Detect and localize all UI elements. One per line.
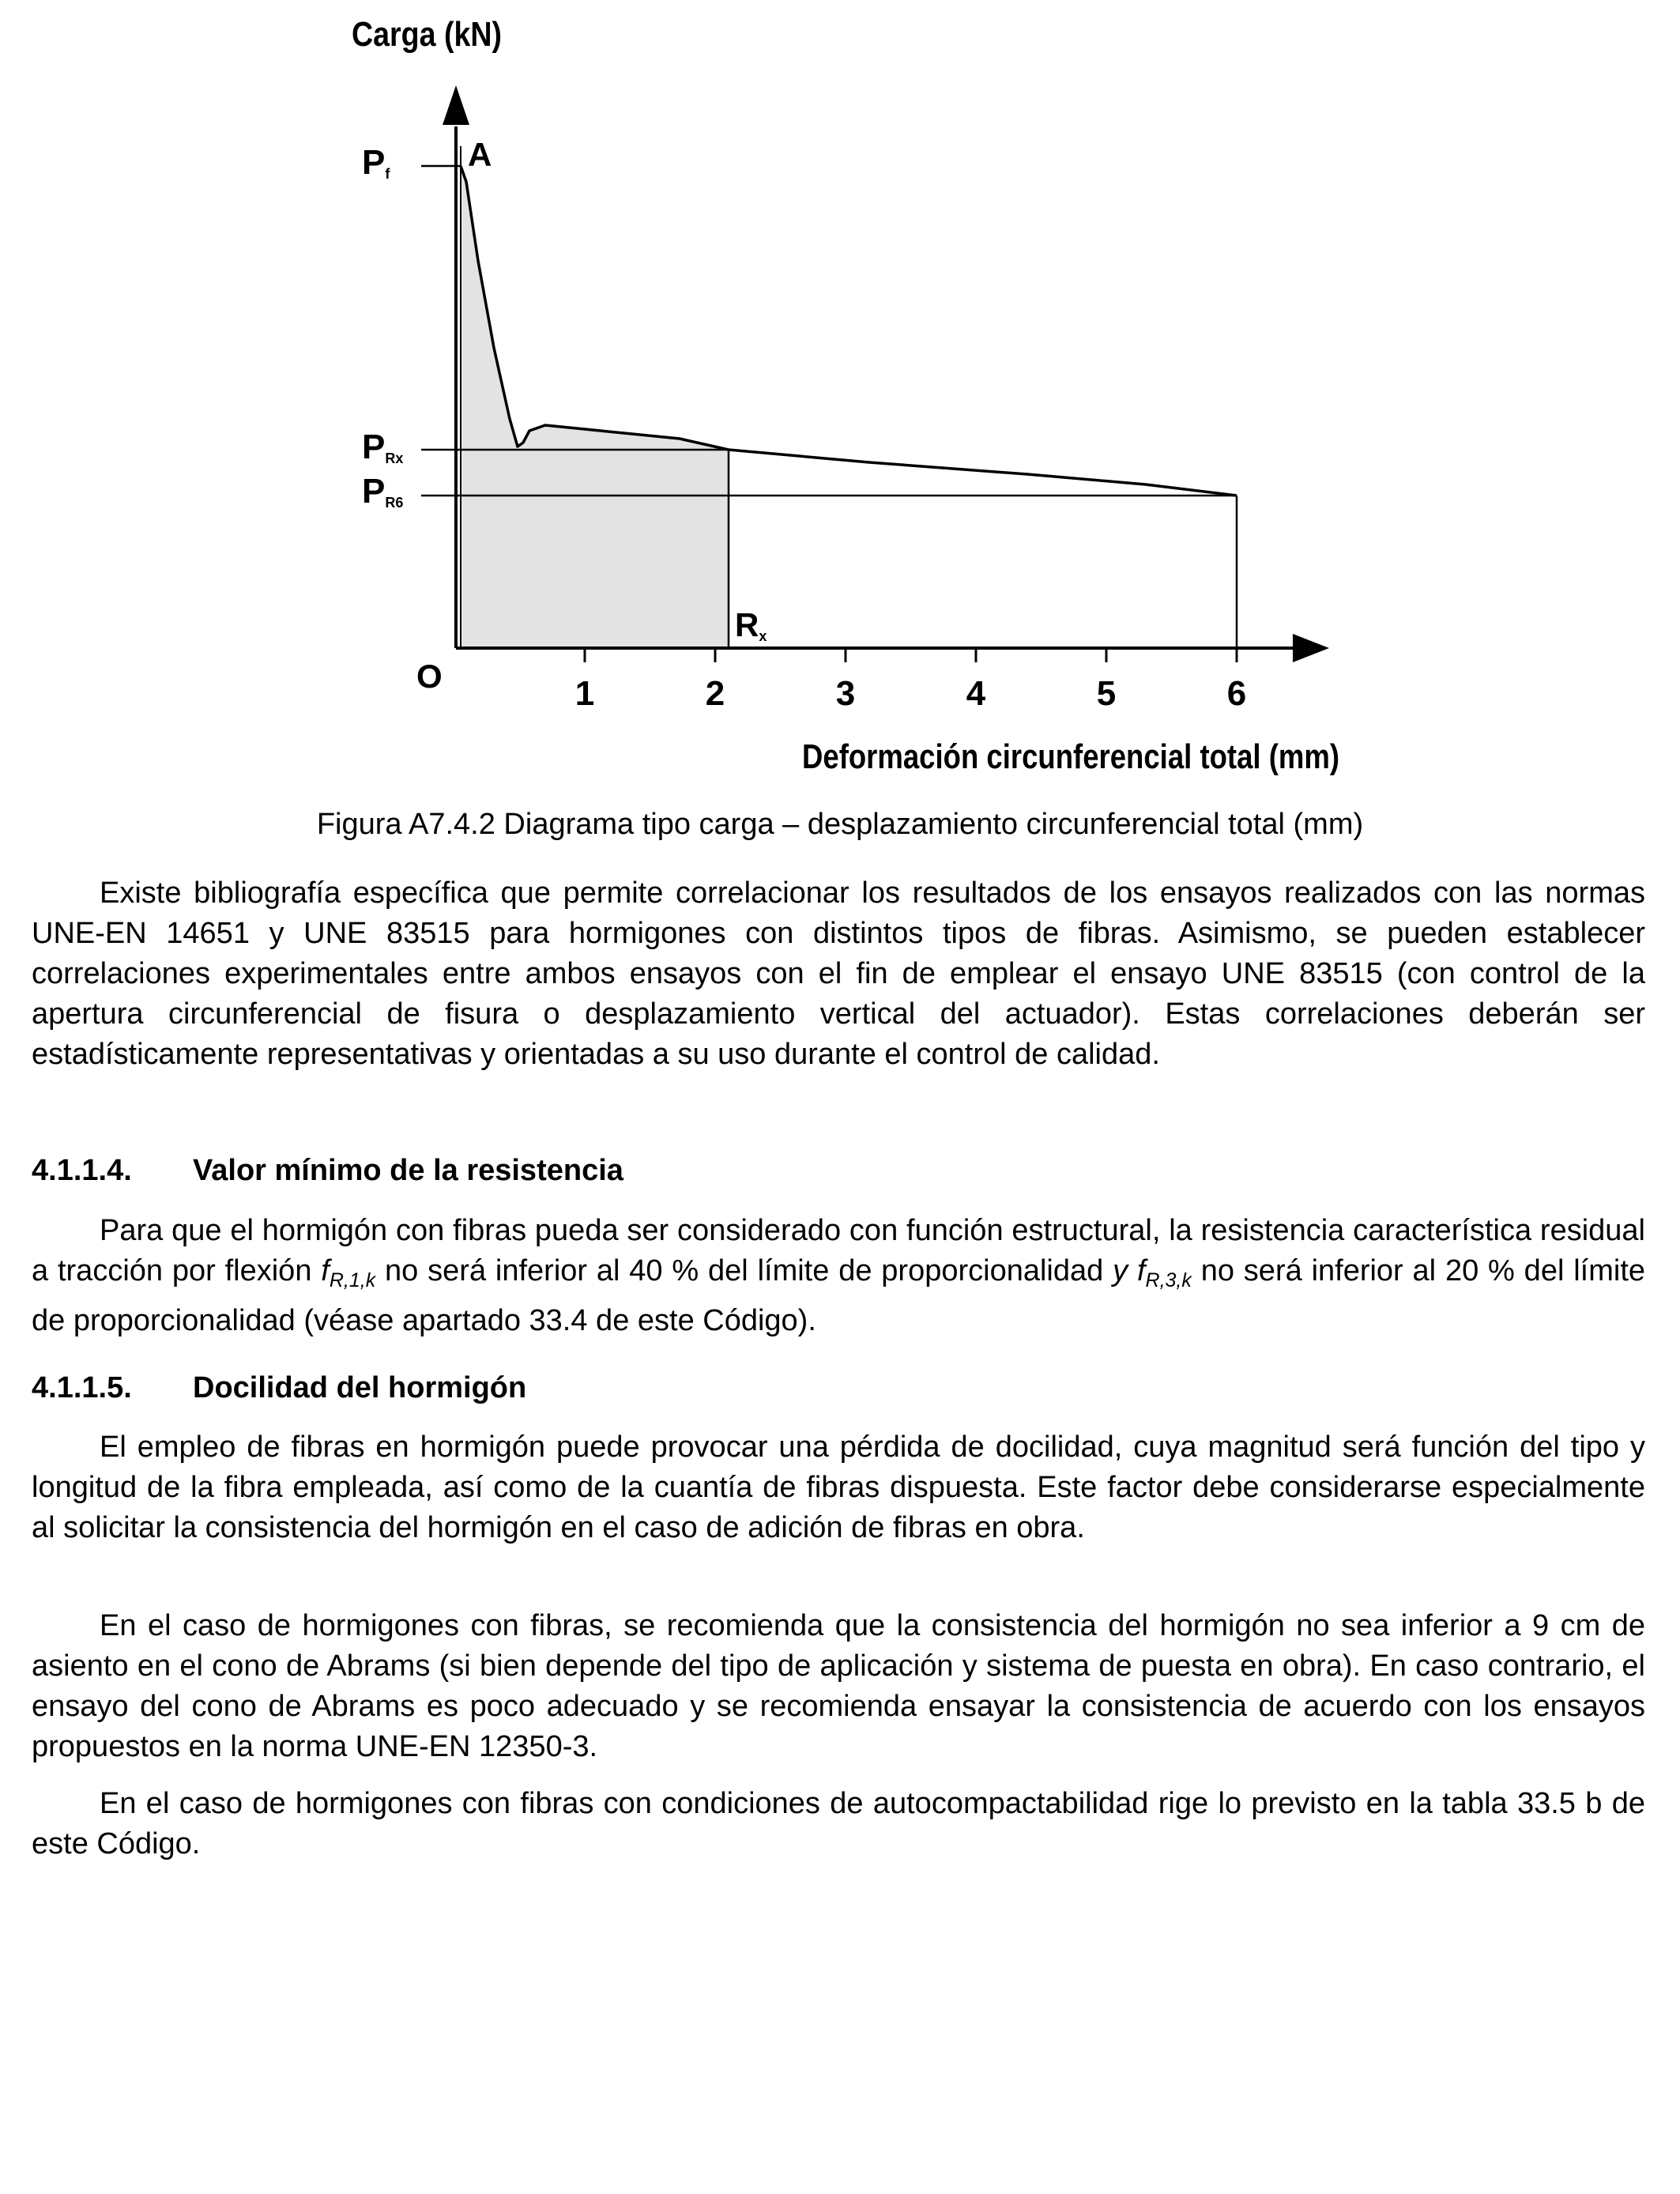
x-tick-labels [575,674,1246,713]
section-heading-4-1-1-5 [32,1368,526,1408]
symbol-fr3k: $f_{R,3,k}$ [1136,1254,1192,1291]
pf-label: Pf [362,143,390,182]
section-title: Docilidad del hormigón [193,1371,527,1404]
paragraph-4-text: En el caso de hormigones con fibras, se recomienda que la consistencia del hormigón no sea inferior a 9 cm de asiento en el cono de Abrams (si bien depende del tipo de aplicación y sistema de puesta en obra). En caso contrario, el ensayo del cono de Abrams es poco adecuado y se recomienda ensayar la consistencia de acuerdo con los ensayos propuestos en la norma UNE-EN 12350-3. [32,1609,1645,1763]
symbol-fr1k: $f_{R,1,k}$ [321,1254,376,1291]
paragraph-4 [32,1606,1645,1767]
paragraph-2 [32,1211,1645,1341]
paragraph-3-text: El empleo de fibras en hormigón puede provocar una pérdida de docilidad, cuya magnitud será función del tipo y longitud de la fibra empleada, así como de la cuantía de fibras dispuesta. Este factor debe considerarse especialmente al solicitar la consistencia del hormigón en el caso de adición de fibras en obra. [32,1431,1645,1544]
paragraph-1-text: Existe bibliografía específica que permite correlacionar los resultados de los ensayos realizados con las normas UNE-EN 14651 y UNE 83515 para hormigones con distintos tipos de fibras. Asimismo, se pueden establecer correlaciones experimentales entre ambos ensayos con el fin de emplear el ensayo UNE 83515 (con control de la apertura circunferencial de fisura o desplazamiento vertical del actuador). Estas correlaciones deberán ser estadísticamente representativas y orientadas a su uso durante el control de calidad. [32,876,1645,1071]
x-tick-label-6: 6 [1226,674,1247,713]
x-tick-marks [585,648,1237,662]
x-axis-arrow [1293,634,1329,662]
load-displacement-figure [0,0,1680,790]
paragraph-2-text-b: no será inferior al 40 % del límite de proporcionalidad [375,1254,1113,1287]
paragraph-5-text: En el caso de hormigones con fibras con condiciones de autocompactabilidad rige lo previsto en la tabla 33.5 b de este Código. [32,1787,1645,1860]
x-tick-label-2: 2 [705,674,725,713]
figure-caption: Figura A7.4.2 Diagrama tipo carga – desplazamiento circunferencial total (mm) [316,808,1364,841]
point-a-label: A [468,136,492,173]
paragraph-2-y: y [1113,1254,1128,1287]
section-number: 4.1.1.4. [32,1154,132,1187]
paragraph-5 [32,1784,1645,1864]
paragraph-2-text-c: no será inferior al 20 % del límite de proporcionalidad (véase apartado 33.4 de este Código). [32,1254,1646,1337]
x-axis-title: Deformación circunferencial total (mm) [802,737,1339,776]
origin-label: O [416,658,443,695]
paragraph-1 [32,873,1645,1075]
pr6-label: PR6 [362,472,404,511]
x-tick-label-5: 5 [1096,674,1117,713]
x-tick-label-3: 3 [835,674,856,713]
section-number: 4.1.1.5. [32,1371,132,1404]
shaded-area [461,166,729,648]
paragraph-2-text-a: Para que el hormigón con fibras pueda ser considerado con función estructural, la resistencia característica residual a tracción por flexión [32,1214,1645,1287]
rx-label: Rx [735,606,767,644]
prx-label: PRx [362,428,404,466]
section-heading-4-1-1-4 [32,1151,623,1190]
section-title: Valor mínimo de la resistencia [193,1154,623,1187]
x-tick-label-1: 1 [574,674,595,713]
y-axis-title: Carga (kN) [352,15,502,54]
paragraph-3 [32,1427,1645,1548]
x-tick-label-4: 4 [966,674,986,713]
y-axis-arrow [443,85,469,125]
